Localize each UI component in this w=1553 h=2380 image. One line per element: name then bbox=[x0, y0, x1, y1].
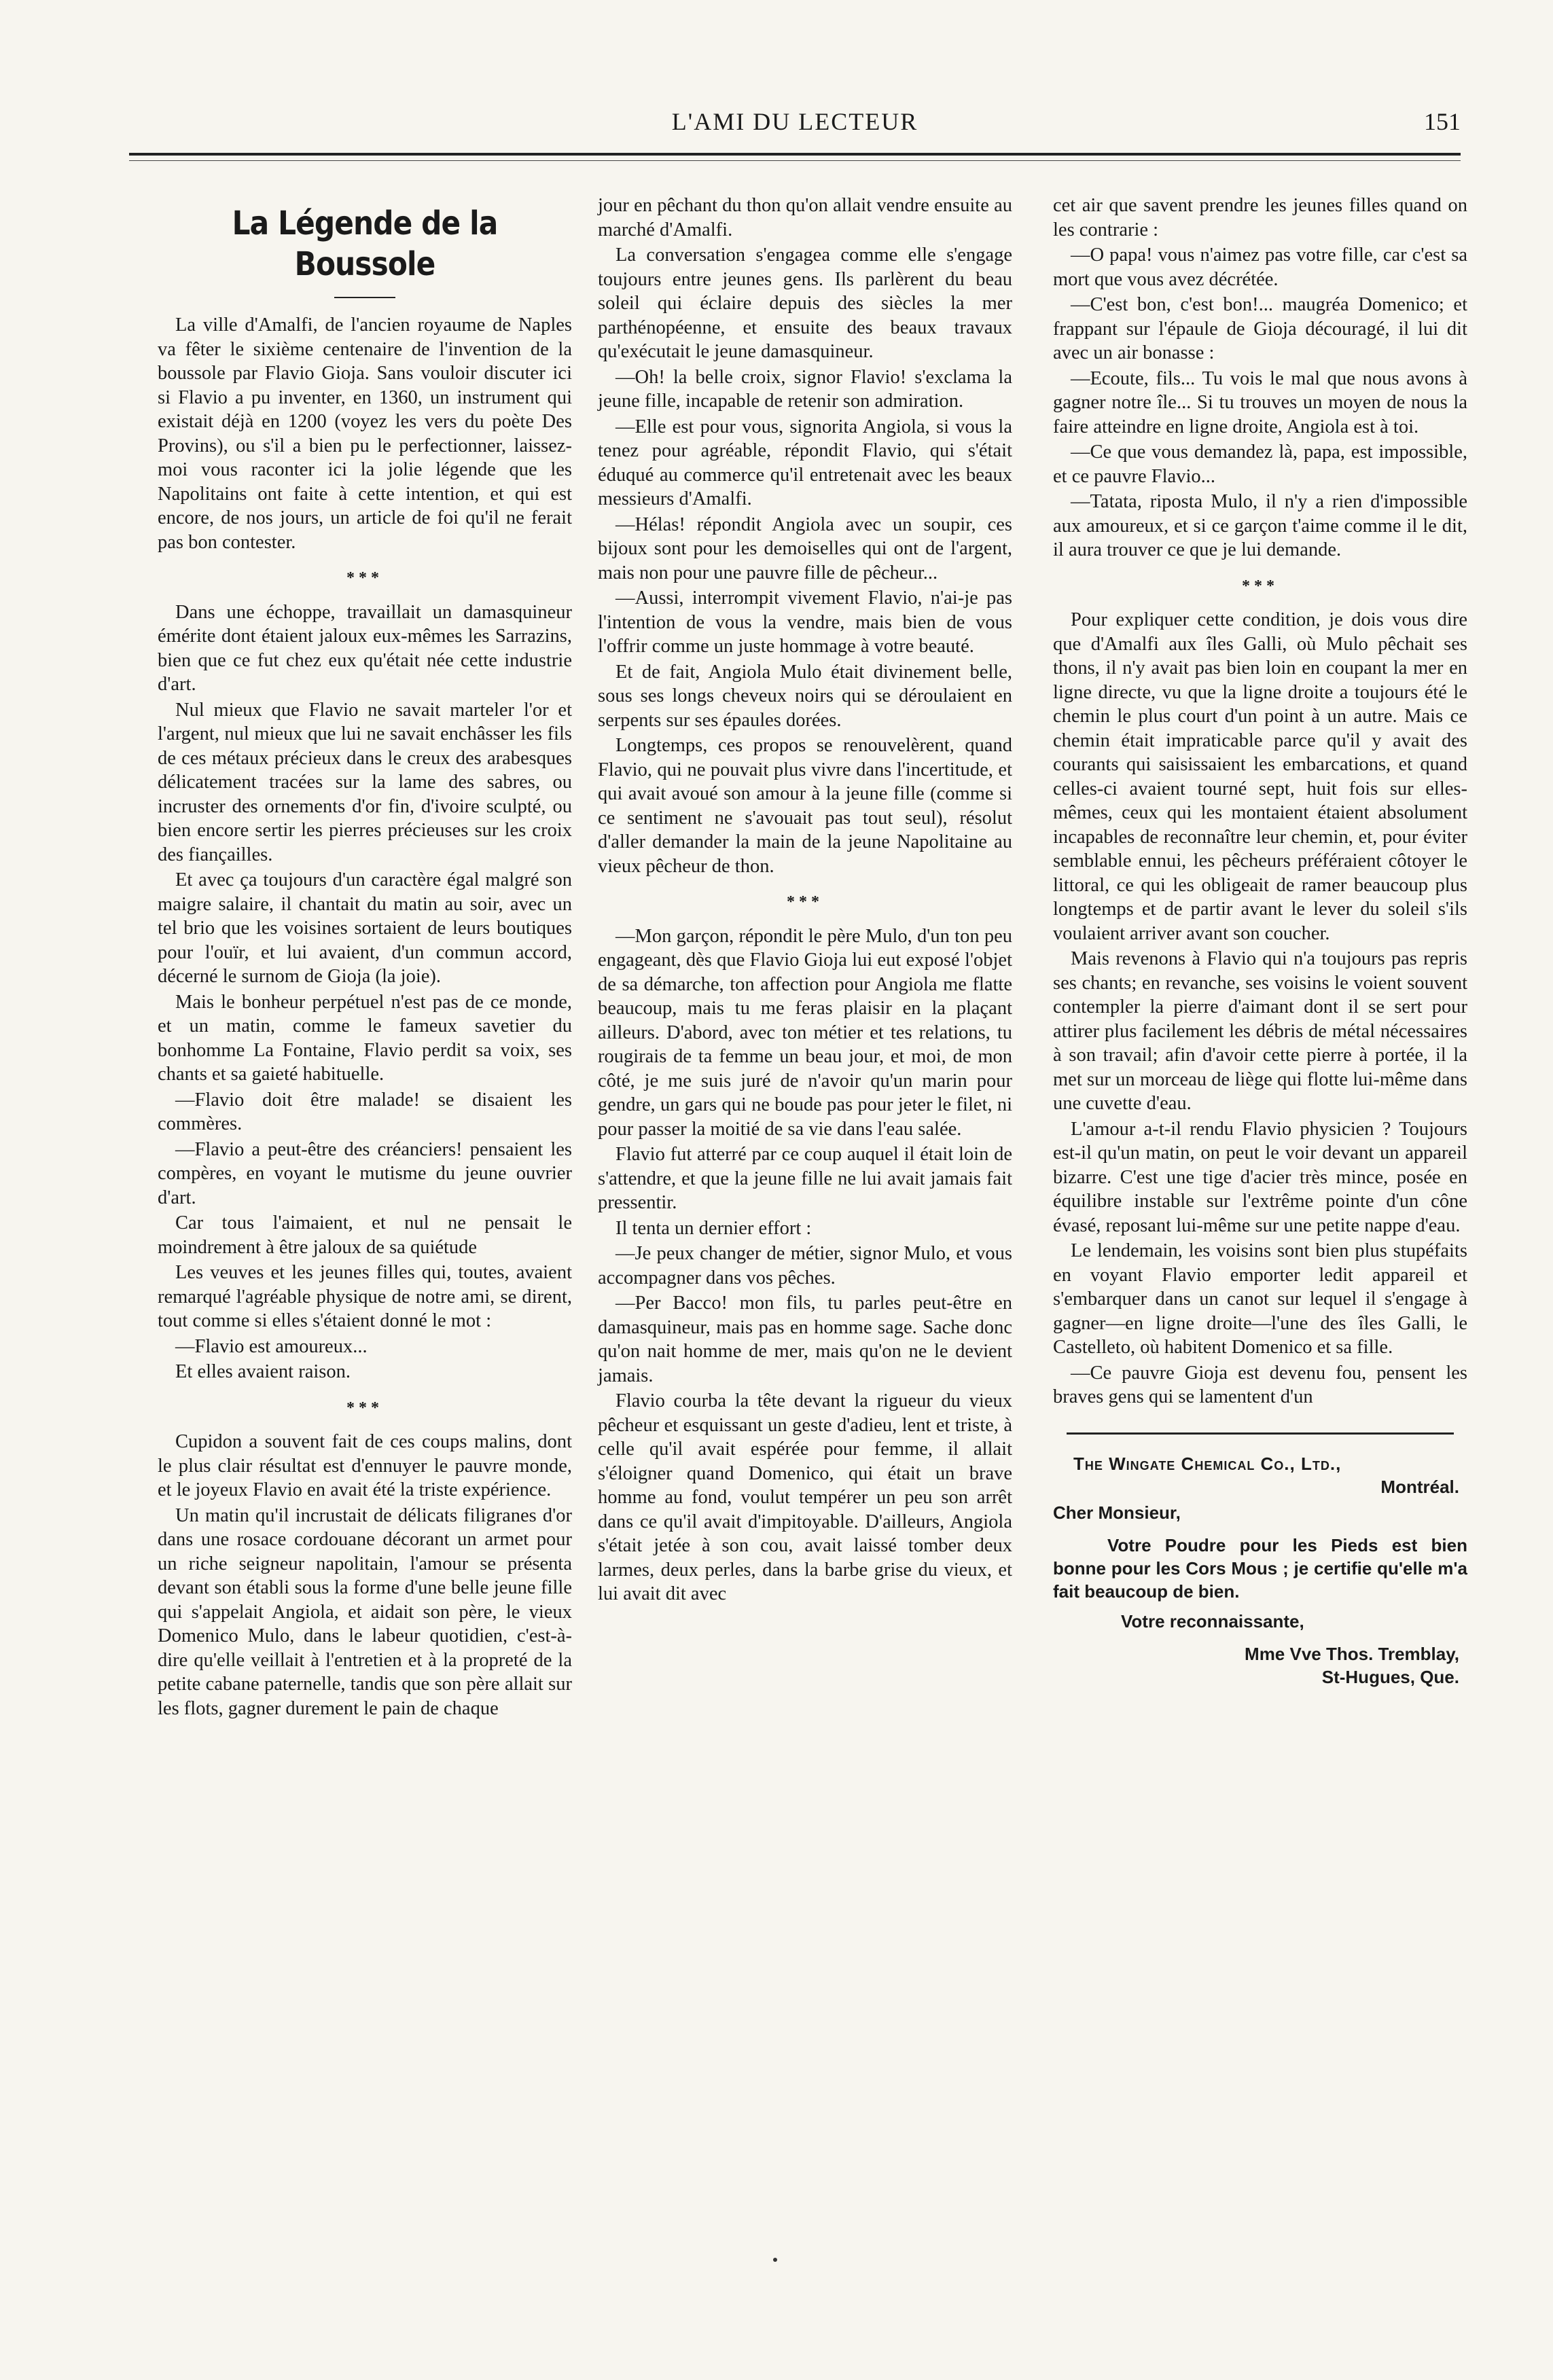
ad-body: Votre Poudre pour les Pieds est bien bonne pour les Cors Mous ; je certifie qu'elle m'a fait beaucoup de bien. bbox=[1053, 1534, 1467, 1602]
paragraph: —Hélas! répondit Angiola avec un soupir, ces bijoux sont pour les demoiselles qui ont de l'argent, mais non pour une pauvre fille de pêcheur... bbox=[598, 513, 1012, 583]
paragraph: Longtemps, ces propos se renouvelèrent, quand Flavio, qui ne pouvait plus vivre dans l'incertitude, et qui avait avoué son amour à la jeune fille (comme si ce sentiment ne s'avouait pas tout seul), résolut d'aller demander la main de la jeune Napolitaine au vieux pêcheur de thon. bbox=[598, 735, 1012, 877]
paragraph: Un matin qu'il incrustait de délicats filigranes d'or dans une rosace cordouane décorant un armet pour un riche seigneur napolitain, l'amour se présenta devant son établi sous la forme d'une belle jeune fille qui s'appelait Angiola, et aidait son père, le vieux Domenico Mulo, dans le labeur quotidien, c'est-à-dire qu'elle veillait à l'entretien et à la propreté de la petite cabane paternelle, tandis que son père allait sur les flots, gagner durement le pain de chaque bbox=[158, 1504, 572, 1719]
paragraph: jour en pêchant du thon qu'on allait vendre ensuite au marché d'Amalfi. bbox=[598, 195, 1012, 240]
paragraph: Cupidon a souvent fait de ces coups malins, dont le plus clair résultat est d'ennuyer le pauvre monde, et le joyeux Flavio en avait été la triste expérience. bbox=[158, 1431, 572, 1500]
paragraph: L'amour a-t-il rendu Flavio physicien ? Toujours est-il qu'un matin, on peut le voir devant un appareil bizarre. C'est une tige d'acier très mince, posée en équilibre instable sur l'extrême pointe d'un cône évasé, reposant lui-même sur une petite nappe d'eau. bbox=[1053, 1118, 1467, 1236]
advertisement bbox=[1053, 1452, 1467, 1689]
ad-signature-name: Mme Vve Thos. Tremblay, bbox=[1245, 1643, 1459, 1664]
paragraph: —Ce pauvre Gioja est devenu fou, pensent les braves gens qui se lamentent d'un bbox=[1053, 1362, 1467, 1407]
paragraph: Et avec ça toujours d'un caractère égal malgré son maigre salaire, il chantait du matin au soir, avec un tel brio que les voisines sortaient de leurs boutiques pour l'ouïr, et lui avaient, d'un commun accord, décerné le surnom de Gioja (la joie). bbox=[158, 869, 572, 987]
advertisement-rule bbox=[1067, 1432, 1454, 1435]
paragraph: —C'est bon, c'est bon!... maugréa Domenico; et frappant sur l'épaule de Gioja découragé, il lui dit avec un air bonasse : bbox=[1053, 294, 1467, 363]
paragraph: —Mon garçon, répondit le père Mulo, d'un ton peu engageant, dès que Flavio Gioja lui eut exposé l'objet de sa démarche, ton affection pour Angiola me flatte beaucoup, mais tu me feras plaisir en la plaçant ailleurs. D'abord, avec ton métier et tes relations, tu rougirais de ta femme un beau jour, et moi, de mon côté, je me suis juré de n'avoir qu'un marin pour gendre, un gars qui ne boude pas pour jeter le filet, ni pour passer la moitié de sa vie dans l'eau salée. bbox=[598, 925, 1012, 1140]
paragraph: La ville d'Amalfi, de l'ancien royaume de Naples va fêter le sixième centenaire de l'invention de la boussole par Flavio Gioja. Sans vouloir discuter ici si Flavio a pu inventer, en 1360, un instrument qui existait déjà en 1200 (voyez les vers du poète Des Provins), ou s'il a bien pu le perfectionner, laissez-moi vous raconter ici la jolie légende que les Napolitains ont faite à cette intention, et qui est encore, de nos jours, un article de foi qu'il ne ferait pas bon contester. bbox=[158, 314, 572, 553]
paragraph: —Tatata, riposta Mulo, il n'y a rien d'impossible aux amoureux, et si ce garçon t'aime comme il le dit, il aura trouver ce que je lui demande. bbox=[1053, 491, 1467, 560]
column-2-text bbox=[598, 194, 1012, 1606]
paragraph: —Oh! la belle croix, signor Flavio! s'exclama la jeune fille, incapable de retenir son admiration. bbox=[598, 366, 1012, 412]
paragraph: —Per Bacco! mon fils, tu parles peut-être en damasquineur, mais pas en homme sage. Sache donc qu'on nait homme de mer, mais qu'on ne le devient jamais. bbox=[598, 1293, 1012, 1386]
paragraph: —Flavio a peut-être des créanciers! pensaient les compères, en voyant le mutisme du jeune ouvrier d'art. bbox=[158, 1138, 572, 1208]
section-separator: *** bbox=[787, 893, 823, 911]
ad-city: Montréal. bbox=[1380, 1476, 1459, 1497]
page-header bbox=[129, 107, 1461, 148]
paragraph: Mais le bonheur perpétuel n'est pas de ce monde, et un matin, comme le fameux savetier du bonhomme La Fontaine, Flavio perdit sa voix, ses chants et sa gaieté habituelle. bbox=[158, 991, 572, 1085]
paragraph: Le lendemain, les voisins sont bien plus stupéfaits en voyant Flavio emporter ledit appareil et s'embarquer dans un canot sur lequel il s'engage à gagner—en ligne droite—l'une des îles Galli, le Castelleto, où habitent Domenico et sa fille. bbox=[1053, 1240, 1467, 1358]
paragraph: —Aussi, interrompit vivement Flavio, n'ai-je pas l'intention de vous la vendre, mais bien de vous l'offrir comme un juste hommage à votre beauté. bbox=[598, 588, 1012, 657]
column-1 bbox=[158, 194, 572, 1722]
paragraph: —Flavio doit être malade! se disaient les commères. bbox=[158, 1089, 572, 1134]
paragraph: Les veuves et les jeunes filles qui, toutes, avaient remarqué l'agréable physique de notre ami, se dirent, tout comme si elles s'étaient donné le mot : bbox=[158, 1262, 572, 1331]
section-separator: *** bbox=[346, 569, 383, 587]
stray-mark bbox=[773, 2258, 777, 2262]
page-number: 151 bbox=[1424, 108, 1461, 135]
column-2 bbox=[598, 194, 1012, 1608]
ad-company: The Wingate Chemical Co., Ltd., bbox=[1073, 1453, 1342, 1474]
ad-greeting: Cher Monsieur, bbox=[1053, 1502, 1181, 1523]
paragraph: cet air que savent prendre les jeunes filles quand on les contrarie : bbox=[1053, 195, 1467, 240]
paragraph: —Ce que vous demandez là, papa, est impossible, et ce pauvre Flavio... bbox=[1053, 441, 1467, 487]
ad-signature-place: St-Hugues, Que. bbox=[1321, 1666, 1459, 1687]
paragraph: Nul mieux que Flavio ne savait marteler l'or et l'argent, nul mieux que lui ne savait enchâsser les fils de ces métaux précieux dans le creux des arabesques délicatement tracées sur la lame des sabres, ou incruster des ornements d'or fin, d'ivoire sculpté, ou bien encore sertir les pierres précieuses sur les croix des fiançailles. bbox=[158, 699, 572, 865]
paragraph: Pour expliquer cette condition, je dois vous dire que d'Amalfi aux îles Galli, où Mulo pêchait ses thons, il n'y avait pas bien loin en coupant la mer en ligne directe, vu que la ligne droite a toujours été le chemin le plus court d'un point à un autre. Mais ce chemin était impraticable parce qu'il y avait des courants qui saisissaient les embarcations, et quand celles-ci avaient tourné sept, huit fois sur elles-mêmes, ceux qui les montaient étaient absolument incapables de reconnaître leur chemin, et, pour éviter semblable ennui, les pêcheurs préféraient côtoyer le littoral, ce qui les obligeait de ramer beaucoup plus longtemps et de partir avant le lever du soleil s'ils voulaient arriver avant son coucher. bbox=[1053, 609, 1467, 944]
paragraph: —Flavio est amoureux... bbox=[175, 1335, 368, 1357]
paragraph: Et de fait, Angiola Mulo était divinement belle, sous ses longs cheveux noirs qui se déroulaient en serpents sur ses épaules dorées. bbox=[598, 661, 1012, 731]
column-3 bbox=[1053, 194, 1467, 1689]
paragraph: Il tenta un dernier effort : bbox=[615, 1217, 812, 1239]
paragraph: Flavio fut atterré par ce coup auquel il était loin de s'attendre, et que la jeune fille ne lui avait jamais fait pressentir. bbox=[598, 1144, 1012, 1213]
paragraph: —O papa! vous n'aimez pas votre fille, car c'est sa mort que vous avez décrétée. bbox=[1053, 245, 1467, 290]
paragraph: —Je peux changer de métier, signor Mulo, et vous accompagner dans vos pêches. bbox=[598, 1243, 1012, 1288]
article-title: La Légende de la Boussole bbox=[232, 204, 498, 283]
paragraph: Car tous l'aimaient, et nul ne pensait le moindrement à être jaloux de sa quiétude bbox=[158, 1212, 572, 1258]
paragraph: —Elle est pour vous, signorita Angiola, si vous la tenez pour agréable, répondit Flavio, qui s'était éduqué au commerce qu'il entretenait avec les beaux messieurs d'Amalfi. bbox=[598, 416, 1012, 509]
paragraph: La conversation s'engagea comme elle s'engage toujours entre jeunes gens. Ils parlèrent du beau soleil qui éclaire depuis des siècles la mer parthénopéenne, et ensuite des beaux travaux qu'exécutait le jeune damasquineur. bbox=[598, 245, 1012, 362]
paragraph: Et elles avaient raison. bbox=[175, 1361, 351, 1382]
running-title: L'AMI DU LECTEUR bbox=[671, 108, 918, 135]
header-rule-thin bbox=[129, 160, 1461, 161]
title-rule bbox=[334, 297, 395, 298]
column-3-text bbox=[1053, 194, 1467, 1409]
section-separator: *** bbox=[1242, 577, 1279, 595]
section-separator: *** bbox=[346, 1399, 383, 1417]
paragraph: Flavio courba la tête devant la rigueur du vieux pêcheur et esquissant un geste d'adieu, lent et triste, à celle qu'il avait espérée pour femme, il allait s'éloigner quand Domenico, qui était un brave homme au fond, voulut tempérer un peu son arrêt dans ce qu'il avait d'impitoyable. D'ailleurs, Angiola s'était jetée à son cou, avait laissé tomber deux larmes, deux perles, dans la barbe grise du vieux, et lui avait dit avec bbox=[598, 1390, 1012, 1604]
paragraph: Mais revenons à Flavio qui n'a toujours pas repris ses chants; en revanche, ses voisins le voient souvent contempler la pierre d'aimant dont il se sert pour attirer plus facilement les débris de métal nécessaires à son travail; afin d'avoir cette pierre à portée, il la met sur un morceau de liège qui flotte lui-même dans une cuvette d'eau. bbox=[1053, 948, 1467, 1114]
column-1-text bbox=[158, 313, 572, 1720]
paragraph: Dans une échoppe, travaillait un damasquineur émérite dont étaient jaloux eux-mêmes les Sarrazins, bien que ce fut chez eux qu'était née cette industrie d'art. bbox=[158, 601, 572, 695]
header-rule bbox=[129, 153, 1461, 156]
ad-closing: Votre reconnaissante, bbox=[1121, 1610, 1304, 1631]
paragraph: —Ecoute, fils... Tu vois le mal que nous avons à gagner notre île... Si tu trouves un moyen de nous la faire atteindre en ligne droite, Angiola est à toi. bbox=[1053, 367, 1467, 437]
